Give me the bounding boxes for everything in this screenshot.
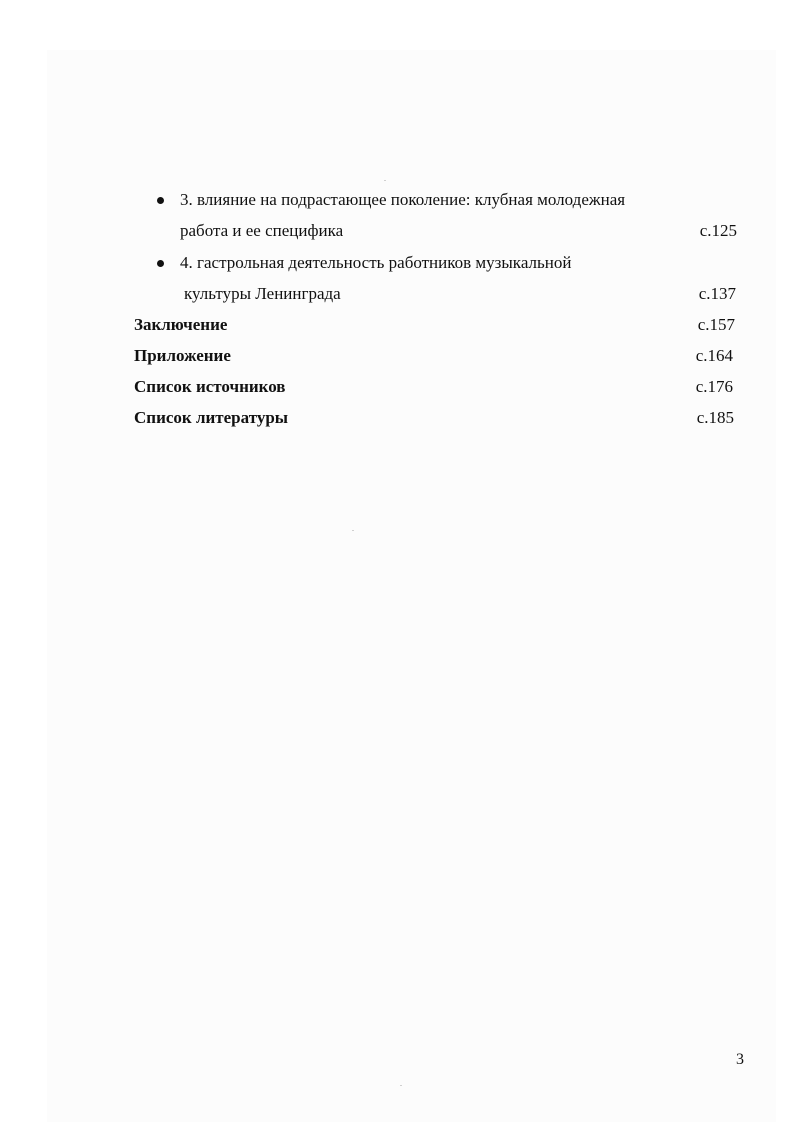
toc-section-literature: Список литературы <box>134 408 289 427</box>
toc-section-appendix-page: с.164 <box>695 346 733 365</box>
bullet-icon <box>157 260 164 267</box>
toc-section-literature-page: с.185 <box>696 408 734 427</box>
page-number: 3 <box>736 1051 744 1068</box>
toc-subitem-3-page: с.125 <box>699 221 737 240</box>
toc-subitem-3-line1: 3. влияние на подрастающее поколение: клубная молодежная <box>180 190 626 209</box>
toc-section-appendix: Приложение <box>134 346 231 365</box>
toc-section-sources: Список источников <box>134 377 286 396</box>
toc-subitem-4-page: с.137 <box>698 284 736 303</box>
toc-section-conclusion-page: с.157 <box>697 315 735 334</box>
toc-subitem-3-line2: работа и ее специфика <box>180 221 344 240</box>
toc-section-sources-page: с.176 <box>695 377 733 396</box>
toc-subitem-4-line1: 4. гастрольная деятельность работников музыкальной <box>180 253 572 272</box>
toc-subitem-4-line2: культуры Ленинграда <box>184 284 341 303</box>
bullet-icon <box>157 197 164 204</box>
toc-section-conclusion: Заключение <box>134 315 228 334</box>
